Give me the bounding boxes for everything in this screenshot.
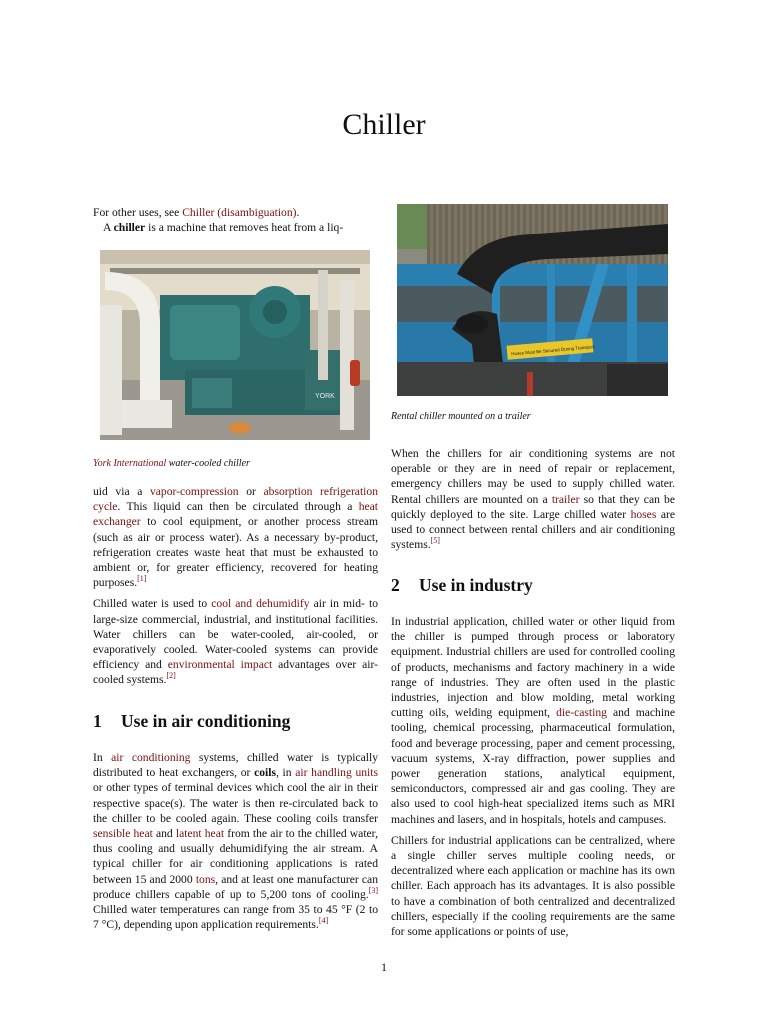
text: are used to connect between rental chillers and air conditioning systems. [391, 507, 675, 552]
section-heading-air-conditioning [93, 711, 290, 732]
industry-paragraph-1 [391, 614, 675, 827]
section-number: 2 [391, 575, 400, 595]
section-heading-industry [391, 575, 533, 596]
figure2-caption: Rental chiller mounted on a trailer [391, 411, 531, 422]
text: advantages over air-cooled systems. [93, 658, 378, 687]
hatnote [93, 205, 378, 220]
left-column-top [93, 205, 378, 235]
york-logo: YORK [315, 393, 335, 400]
page-title: Chiller [342, 108, 426, 141]
rental-paragraph [391, 446, 675, 552]
rental-chiller-photo [397, 204, 668, 396]
page-number: 1 [381, 960, 387, 974]
figure1-caption-text: water-cooled chiller [166, 458, 250, 469]
york-international-link[interactable]: York International [93, 458, 167, 469]
text: from the air to the chilled water, thus cooling and usually dehumidifying the air stream. A typical chiller for air conditioning applications is rated between 15 and 2000 [93, 827, 378, 886]
text: air in mid- to large-size commercial, industrial, and institutional facilities. Water chillers can be water-cooled, air-cooled, or evaporatively cooled. Water-cooled systems can provide efficiency and [93, 597, 378, 672]
text: In [93, 751, 112, 764]
text: uid via a [93, 485, 150, 498]
text: When the chillers for air conditioning systems are not operable or they are in need of repair or replacement, emergency chillers may be used to supply chilled water. Rental chillers are mounted on a [391, 447, 675, 506]
text: . This liquid can then be circulated through a [117, 500, 359, 514]
section-number: 1 [93, 711, 102, 731]
air-conditioning-body [93, 750, 378, 932]
environmental-impact-link[interactable]: environmental impact [167, 658, 273, 672]
disambiguation-link[interactable]: Chiller (disambiguation) [182, 206, 297, 219]
vapor-compression-link[interactable]: vapor-compression [149, 485, 239, 498]
cooling-paragraph [93, 596, 378, 687]
trailer-sign: Hoses Must Be Secured During Transport [511, 344, 595, 357]
hatnote-text: For other uses, see [93, 206, 183, 219]
intro-line-text: is a machine that removes heat from a liq- [145, 221, 344, 235]
industry-body [391, 614, 675, 939]
hatnote-period: . [296, 206, 300, 219]
air-conditioning-link[interactable]: air conditioning [111, 751, 191, 764]
citation-4[interactable]: [4] [318, 916, 329, 926]
text: so that they can be quickly deployed to the site. Large chilled water [391, 492, 675, 521]
york-chiller-image [100, 250, 370, 440]
intro-lead: A [103, 221, 114, 235]
text: to cool equipment, or another process stream (such as air or process water). As a necessary by-product, refrigeration creates waste heat that must be exhausted to ambient or, for greater efficiency, recovered for heating purposes. [93, 515, 378, 590]
text: systems, chilled water is typically distributed to heat exchangers, or [93, 751, 379, 780]
industry-paragraph-2: Chillers for industrial applications can be centralized, where a single chiller serves multiple cooling needs, or decentralized where each application or machine has its own chiller. Each approach has its advantages. It is also possible to have a combination of both centralized and decentralized chillers, especially if the cooling requirements are the same for some applications or points of use, [391, 833, 675, 939]
heat-exchanger-link[interactable]: heat exchanger [93, 500, 378, 529]
air-handling-units-link[interactable]: air handling units [295, 766, 378, 780]
text: and [152, 827, 176, 841]
air-conditioning-paragraph [93, 750, 378, 932]
citation-5[interactable]: [5] [430, 536, 440, 546]
section-title: Use in air conditioning [121, 711, 291, 731]
text: Chilled water is used to [93, 597, 212, 611]
section-title: Use in industry [419, 575, 533, 595]
text: Chilled water temperatures can range from 35 to 45 °F (2 to 7 °C), depending upon application requirements. [93, 903, 378, 932]
rental-chiller-text [391, 446, 675, 552]
coils-term: coils [254, 766, 276, 780]
text: In industrial application, chilled water or other liquid from the chiller is pumped through process or laboratory equipment. Industrial chillers are used for controlled cooling of products, mechanisms and factory machinery in a wide range of industries. They are often used in the plastic industries, injection and blow molding, metal working cutting oils, welding equipment, [391, 615, 675, 720]
york-chiller-photo [100, 250, 370, 440]
citation-2[interactable]: [2] [166, 671, 176, 681]
intro-first-line [93, 220, 378, 235]
absorption-refrigeration-link[interactable]: absorption refrigeration cycle [93, 485, 378, 514]
trailer-link[interactable]: trailer [551, 492, 580, 506]
citation-1[interactable]: [1] [137, 574, 147, 584]
die-casting-link[interactable]: die-casting [556, 706, 607, 720]
text: or other types of terminal devices which cool the air in their respective space(s). The water is then re-circulated back to the chiller to be cooled again. These cooling coils transfer [93, 781, 378, 825]
latent-heat-link[interactable]: latent heat [175, 827, 225, 841]
citation-3[interactable]: [3] [368, 885, 378, 895]
text: and machine tooling, chemical processing, pharmaceutical formulation, food and beverage processing, paper and cement processing, vacuum systems, X-ray diffraction, power supplies and power generation stations, analytical equipment, semiconductors, compressed air and gas cooling. They are also used to cool high-heat specialized items such as MRI machines and lasers, and in hospitals, hotels and campuses. [391, 706, 675, 826]
hoses-link[interactable]: hoses [630, 507, 657, 521]
cool-dehumidify-link[interactable]: cool and dehumidify [211, 597, 310, 611]
intro-term: chiller [113, 221, 146, 235]
text: , and at least one manufacturer can produce chillers capable of up to 5,200 tons of cooling. [93, 872, 378, 901]
text: , in [275, 766, 296, 780]
tons-link[interactable]: tons [195, 872, 216, 886]
text: or [238, 485, 264, 498]
left-column-body [93, 484, 378, 688]
sensible-heat-link[interactable]: sensible heat [93, 827, 153, 841]
intro-paragraph [93, 484, 378, 590]
rental-chiller-image [397, 204, 668, 396]
figure1-caption [93, 457, 378, 470]
